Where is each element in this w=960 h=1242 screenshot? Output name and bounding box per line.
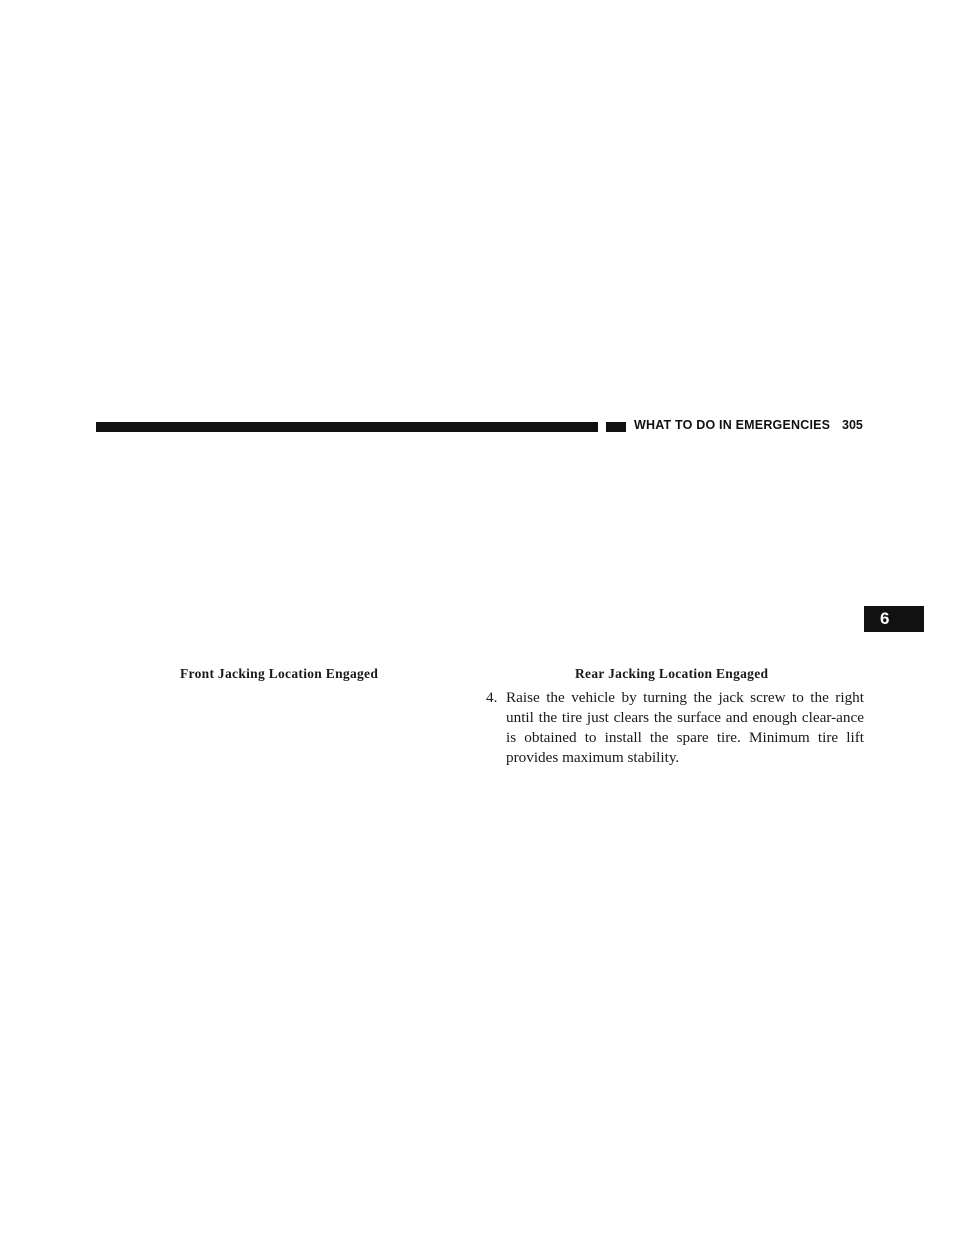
step-number: 4.: [486, 689, 498, 706]
header-rule: [96, 422, 598, 432]
header-rule-block: [606, 422, 626, 432]
figure-caption-rear: Rear Jacking Location Engaged: [575, 666, 769, 681]
step-text: Raise the vehicle by turning the jack screw to the right until the tire just clears the surface and enough clear-ance is obtained to install the spare tire. Minimum tire lift provides maximum stability.: [506, 689, 864, 766]
section-title: WHAT TO DO IN EMERGENCIES: [634, 418, 831, 432]
chapter-tab: 6: [864, 606, 924, 632]
page-number: 305: [842, 418, 863, 432]
figure-caption-front: Front Jacking Location Engaged: [180, 666, 379, 681]
step-item: [486, 688, 864, 768]
